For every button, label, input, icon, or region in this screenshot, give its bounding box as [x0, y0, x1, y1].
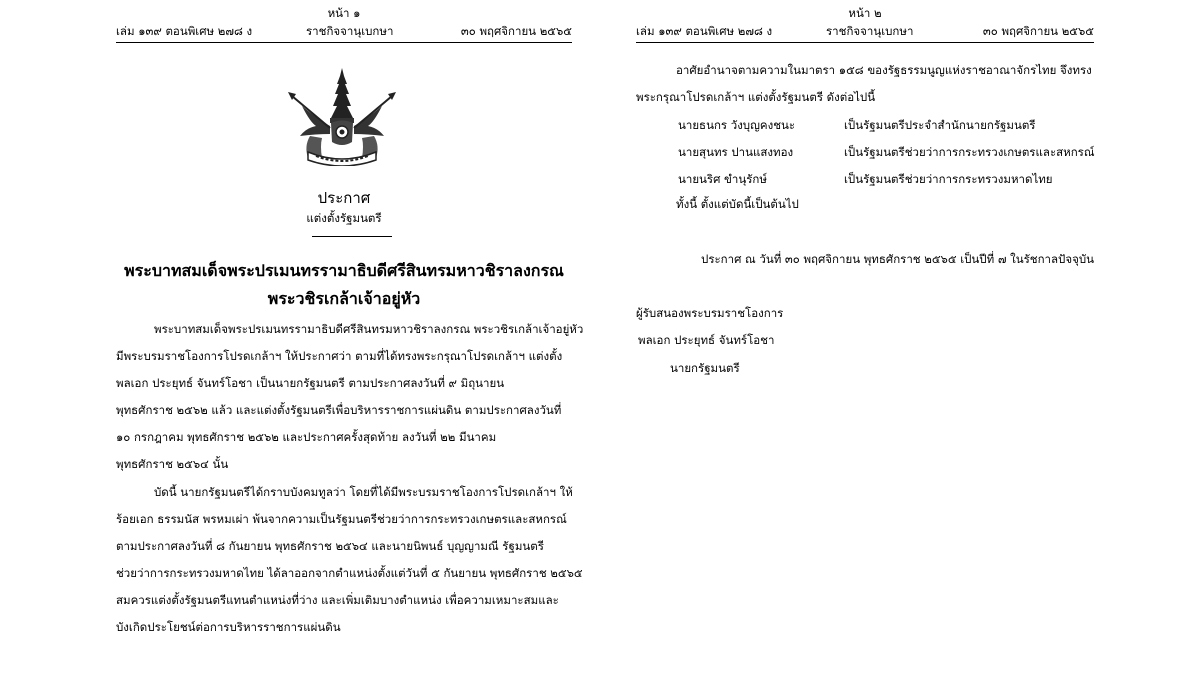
page-header [636, 23, 1094, 39]
paragraph-2-line: สมควรแต่งตั้งรัฐมนตรีแทนตำแหน่งที่ว่าง และเพิ่มเติมบางตำแหน่ง เพื่อความเหมาะสมและ [116, 593, 559, 607]
paragraph-1-line: พระบาทสมเด็จพระปรเมนทรรามาธิบดีศรีสินทรมหาวชิราลงกรณ พระวชิรเกล้าเจ้าอยู่หัว [154, 322, 584, 336]
page-header [116, 23, 572, 39]
header-divider [116, 42, 572, 43]
gazette-name: ราชกิจจานุเบกษา [826, 24, 914, 38]
appointee-position: เป็นรัฐมนตรีประจำสำนักนายกรัฐมนตรี [844, 118, 1036, 132]
volume-info: เล่ม ๑๓๙ ตอนพิเศษ ๒๗๘ ง [116, 24, 253, 38]
appointee-position: เป็นรัฐมนตรีช่วยว่าการกระทรวงมหาดไทย [844, 172, 1053, 186]
king-name-line-1: พระบาทสมเด็จพระปรเมนทรรามาธิบดีศรีสินทรมหาวชิราลงกรณ [124, 261, 564, 280]
header-date: ๓๐ พฤศจิกายน ๒๕๖๕ [460, 24, 572, 38]
countersign-label: ผู้รับสนองพระบรมราชโองการ [636, 306, 784, 320]
appointee-name: นายสุนทร ปานแสงทอง [678, 145, 794, 159]
paragraph-1-line: มีพระบรมราชโองการโปรดเกล้าฯ ให้ประกาศว่า ตามที่ได้ทรงพระกรุณาโปรดเกล้าฯ แต่งตั้ง [116, 349, 563, 363]
paragraph-1-line: พลเอก ประยุทธ์ จันทร์โอชา เป็นนายกรัฐมนตรี ตามประกาศลงวันที่ ๙ มิถุนายน [116, 376, 505, 390]
paragraph-2-line: ช่วยว่าการกระทรวงมหาดไทย ได้ลาออกจากตำแหน่งตั้งแต่วันที่ ๕ กันยายน พุทธศักราช ๒๕๖๕ [116, 566, 583, 580]
paragraph-1-line: พุทธศักราช ๒๕๖๔ นั้น [116, 457, 229, 471]
king-name-line-2: พระวชิรเกล้าเจ้าอยู่หัว [267, 289, 421, 308]
header-date: ๓๐ พฤศจิกายน ๒๕๖๕ [982, 24, 1094, 38]
title-divider [312, 236, 392, 237]
paragraph-1-line: ๑๐ กรกฎาคม พุทธศักราช ๒๕๖๒ และประกาศครั้งสุดท้าย ลงวันที่ ๒๒ มีนาคม [116, 430, 497, 444]
announcement-subtitle: แต่งตั้งรัฐมนตรี [306, 211, 382, 225]
announcement-title: ประกาศ [317, 189, 371, 207]
intro-line: พระกรุณาโปรดเกล้าฯ แต่งตั้งรัฐมนตรี ดังต่อไปนี้ [636, 90, 876, 104]
countersign-title: นายกรัฐมนตรี [670, 361, 740, 375]
garuda-emblem-icon [286, 66, 398, 166]
intro-line: อาศัยอำนาจตามความในมาตรา ๑๕๘ ของรัฐธรรมนูญแห่งราชอาณาจักรไทย จึงทรง [676, 63, 1092, 77]
page-number: หน้า ๑ [327, 6, 361, 20]
paragraph-2-line: บังเกิดประโยชน์ต่อการบริหารราชการแผ่นดิน [116, 620, 341, 634]
appointee-position: เป็นรัฐมนตรีช่วยว่าการกระทรวงเกษตรและสหกรณ์ [844, 145, 1095, 159]
appointee-name: นายนริศ ขำนุรักษ์ [678, 172, 767, 186]
paragraph-2-line: ร้อยเอก ธรรมนัส พรหมเผ่า พ้นจากความเป็นรัฐมนตรีช่วยว่าการกระทรวงเกษตรและสหกรณ์ [116, 512, 567, 526]
paragraph-1-line: พุทธศักราช ๒๕๖๒ แล้ว และแต่งตั้งรัฐมนตรีเพื่อบริหารราชการแผ่นดิน ตามประกาศลงวันที่ [116, 403, 562, 417]
effective-clause: ทั้งนี้ ตั้งแต่บัดนี้เป็นต้นไป [676, 197, 799, 211]
paragraph-2-line: บัดนี้ นายกรัฐมนตรีได้กราบบังคมทูลว่า โดยที่ได้มีพระบรมราชโองการโปรดเกล้าฯ ให้ [154, 485, 573, 499]
countersign-name: พลเอก ประยุทธ์ จันทร์โอชา [638, 333, 775, 347]
gazette-page-2 [636, 0, 1094, 673]
appointee-name: นายธนกร วังบุญคงชนะ [678, 118, 796, 132]
volume-info: เล่ม ๑๓๙ ตอนพิเศษ ๒๗๘ ง [636, 24, 773, 38]
header-divider [636, 42, 1094, 43]
announcement-date: ประกาศ ณ วันที่ ๓๐ พฤศจิกายน พุทธศักราช ๒๕๖๕ เป็นปีที่ ๗ ในรัชกาลปัจจุบัน [701, 252, 1094, 266]
gazette-page-1 [116, 0, 584, 673]
page-number: หน้า ๒ [848, 6, 882, 20]
paragraph-2-line: ตามประกาศลงวันที่ ๘ กันยายน พุทธศักราช ๒๕๖๔ และนายนิพนธ์ บุญญามณี รัฐมนตรี [116, 539, 544, 553]
gazette-name: ราชกิจจานุเบกษา [306, 24, 394, 38]
